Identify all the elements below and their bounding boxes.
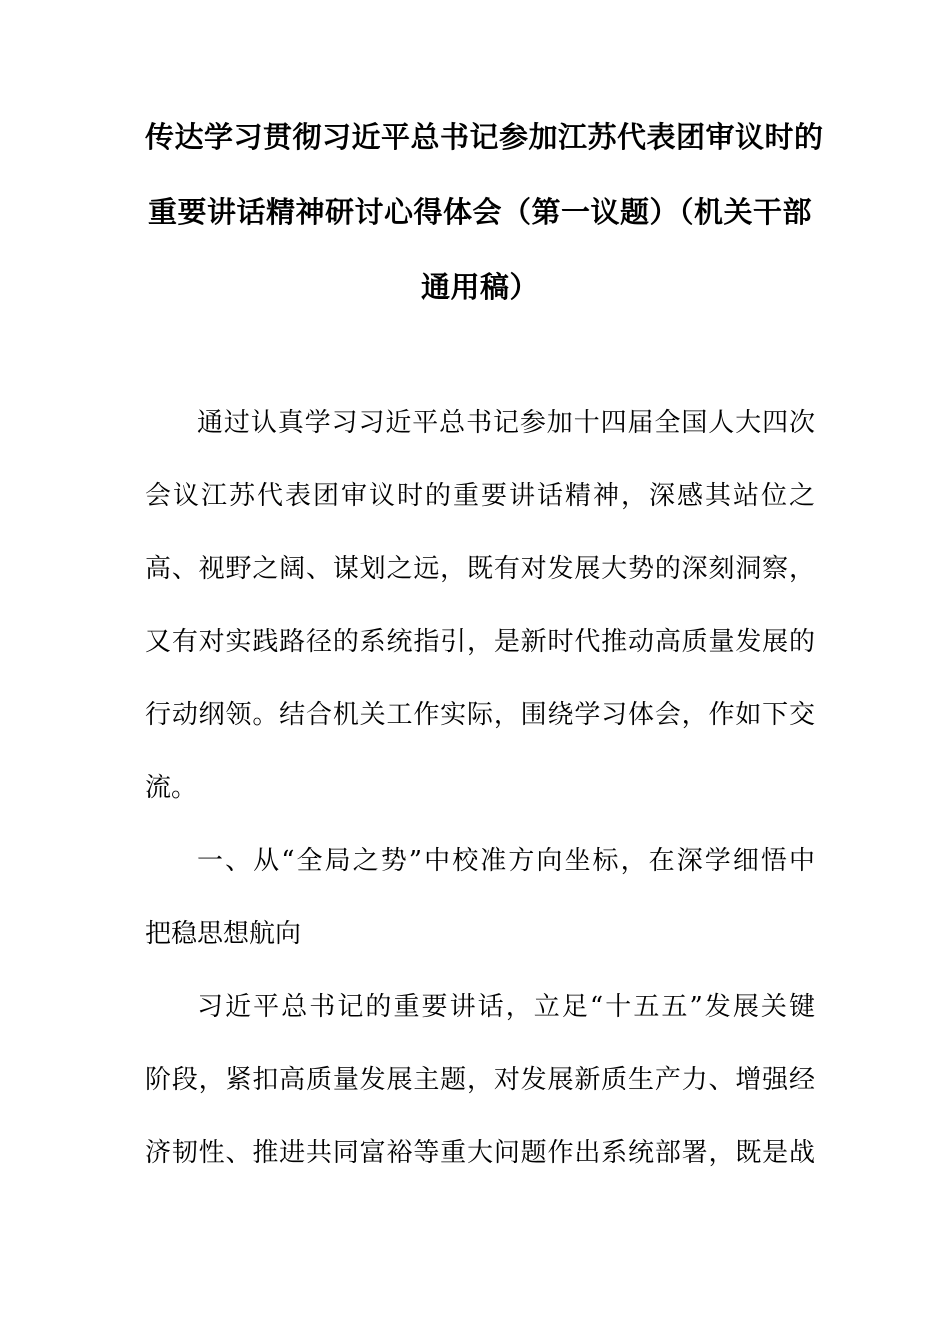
document-title — [145, 100, 824, 325]
paragraph-line: 习近平总书记的重要讲话，立足“十五五”发展关键 — [197, 992, 815, 1022]
heading-line: 把稳思想航向 — [145, 919, 302, 949]
paragraph-line: 又有对实践路径的系统指引，是新时代推动高质量发展的 — [145, 627, 815, 657]
paragraph-line: 通过认真学习习近平总书记参加十四届全国人大四次 — [197, 408, 815, 438]
paragraph-line: 行动纲领。结合机关工作实际，围绕学习体会，作如下交 — [145, 700, 815, 730]
title-line-1: 传达学习贯彻习近平总书记参加江苏代表团审议时的 — [145, 120, 824, 154]
section-heading-1 — [145, 825, 815, 971]
title-line-2: 重要讲话精神研讨心得体会（第一议题）（机关干部 — [147, 195, 812, 229]
paragraph-line: 流。 — [145, 773, 198, 803]
paragraph-intro — [145, 387, 815, 825]
heading-line: 一、从“全局之势”中校准方向坐标，在深学细悟中 — [197, 846, 815, 876]
paragraph-line: 阶段，紧扣高质量发展主题，对发展新质生产力、增强经 — [145, 1065, 815, 1095]
paragraph-section-1-body — [145, 971, 815, 1190]
paragraph-line: 会议江苏代表团审议时的重要讲话精神，深感其站位之 — [145, 481, 815, 511]
title-line-3: 通用稿） — [420, 270, 539, 304]
document-content — [145, 100, 824, 1190]
paragraph-line: 济韧性、推进共同富裕等重大问题作出系统部署，既是战 — [145, 1138, 815, 1168]
paragraph-line: 高、视野之阔、谋划之远，既有对发展大势的深刻洞察， — [145, 554, 815, 584]
document-body — [145, 387, 815, 1190]
